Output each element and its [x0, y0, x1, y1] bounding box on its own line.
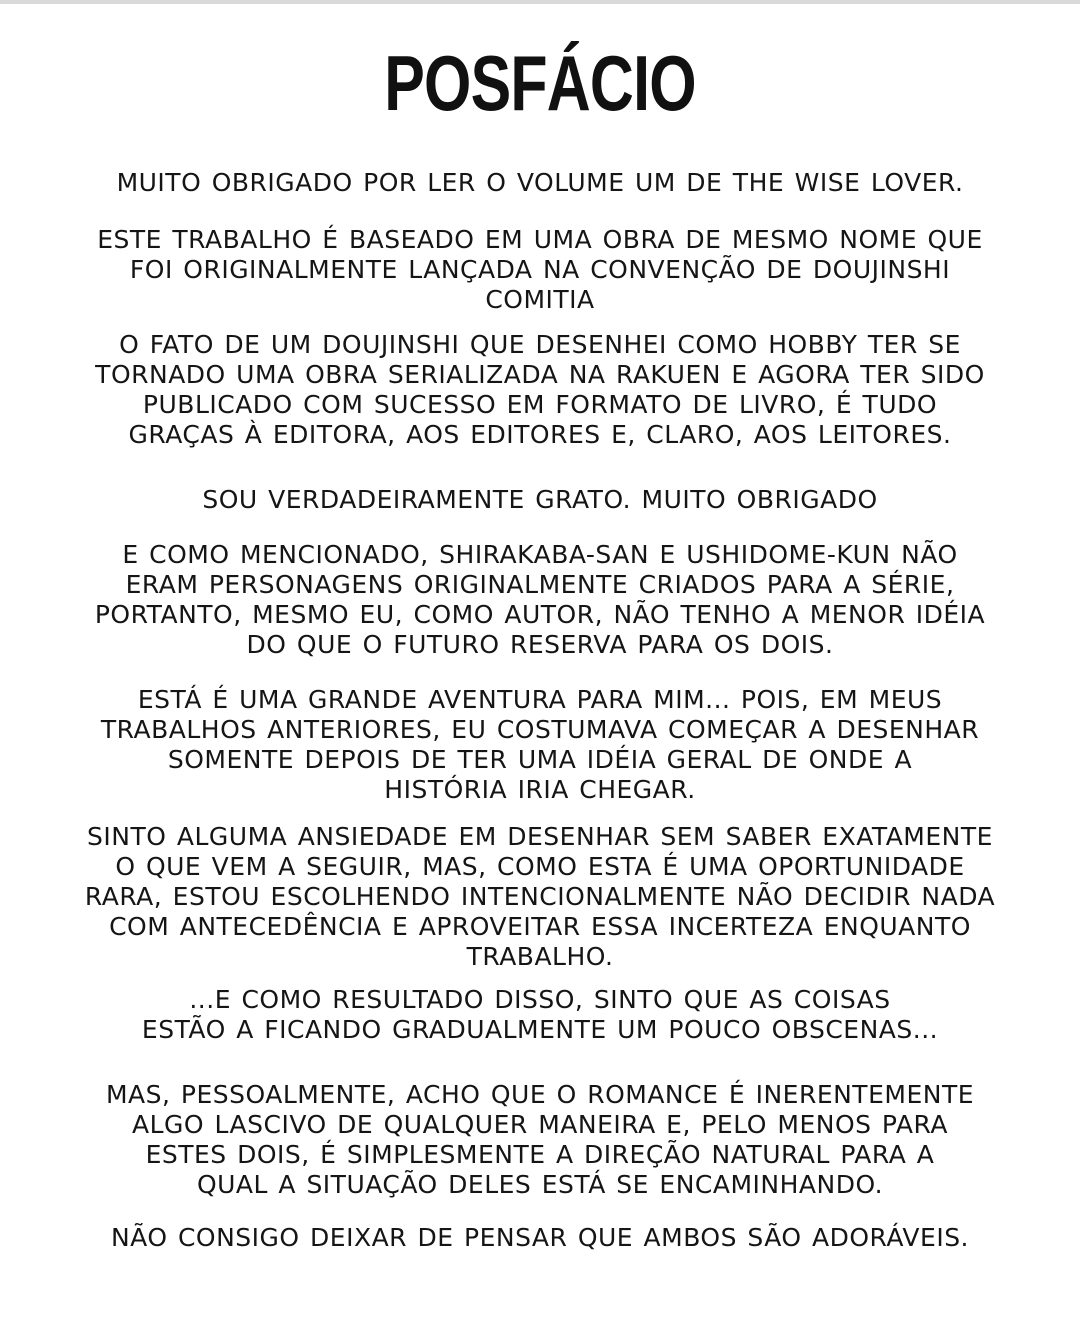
paragraph-line: ESTE TRABALHO É BASEADO EM UMA OBRA DE MESMO NOME QUE: [97, 225, 983, 254]
paragraph-thanks: [40, 168, 1040, 198]
paragraph-line: MAS, PESSOALMENTE, ACHO QUE O ROMANCE É INERENTEMENTE: [105, 1080, 975, 1109]
paragraph-line: TRABALHO.: [466, 942, 614, 971]
paragraph-line: FOI ORIGINALMENTE LANÇADA NA CONVENÇÃO DE DOUJINSHI: [129, 255, 951, 284]
paragraph-line: MUITO OBRIGADO POR LER O VOLUME UM DE THE WISE LOVER.: [116, 168, 964, 197]
paragraph-line: TORNADO UMA OBRA SERIALIZADA NA RAKUEN E AGORA TER SIDO: [95, 360, 985, 389]
paragraph-serialization: [40, 330, 1040, 450]
paragraph-line: SINTO ALGUMA ANSIEDADE EM DESENHAR SEM SABER EXATAMENTE: [87, 822, 993, 851]
paragraph-characters: [40, 540, 1040, 660]
paragraph-origin: [40, 225, 1040, 315]
top-border-line: [0, 0, 1080, 4]
paragraph-result: [40, 985, 1040, 1045]
paragraph-line: RARA, ESTOU ESCOLHENDO INTENCIONALMENTE NÃO DECIDIR NADA: [84, 882, 996, 911]
paragraph-romance: [40, 1080, 1040, 1200]
paragraph-adventure: [40, 685, 1040, 805]
paragraph-line: DO QUE O FUTURO RESERVA PARA OS DOIS.: [246, 630, 834, 659]
paragraph-line: COM ANTECEDÊNCIA E APROVEITAR ESSA INCERTEZA ENQUANTO: [109, 912, 971, 941]
paragraph-line: ESTÃO A FICANDO GRADUALMENTE UM POUCO OBSCENAS...: [141, 1015, 939, 1044]
paragraph-line: O QUE VEM A SEGUIR, MAS, COMO ESTA É UMA OPORTUNIDADE: [115, 852, 965, 881]
paragraph-anxiety: [40, 822, 1040, 972]
paragraph-line: NÃO CONSIGO DEIXAR DE PENSAR QUE AMBOS SÃO ADORÁVEIS.: [110, 1223, 970, 1252]
paragraph-line: HISTÓRIA IRIA CHEGAR.: [384, 775, 696, 804]
paragraph-line: PUBLICADO COM SUCESSO EM FORMATO DE LIVRO, É TUDO: [142, 390, 938, 419]
paragraph-line: ...E COMO RESULTADO DISSO, SINTO QUE AS COISAS: [189, 985, 891, 1014]
paragraph-line: O FATO DE UM DOUJINSHI QUE DESENHEI COMO HOBBY TER SE: [119, 330, 961, 359]
paragraph-line: PORTANTO, MESMO EU, COMO AUTOR, NÃO TENHO A MENOR IDÉIA: [94, 600, 986, 629]
paragraph-grateful: [40, 485, 1040, 515]
paragraph-line: SOMENTE DEPOIS DE TER UMA IDÉIA GERAL DE ONDE A: [167, 745, 913, 774]
paragraph-line: E COMO MENCIONADO, SHIRAKABA-SAN E USHIDOME-KUN NÃO: [122, 540, 958, 569]
paragraph-line: GRAÇAS À EDITORA, AOS EDITORES E, CLARO, AOS LEITORES.: [128, 420, 952, 449]
paragraph-line: ERAM PERSONAGENS ORIGINALMENTE CRIADOS PARA A SÉRIE,: [125, 570, 955, 599]
paragraph-line: QUAL A SITUAÇÃO DELES ESTÁ SE ENCAMINHANDO.: [196, 1170, 884, 1199]
paragraph-line: ESTÁ É UMA GRANDE AVENTURA PARA MIM... POIS, EM MEUS: [137, 685, 943, 714]
paragraph-line: ALGO LASCIVO DE QUALQUER MANEIRA E, PELO MENOS PARA: [132, 1110, 948, 1139]
paragraph-line: ESTES DOIS, É SIMPLESMENTE A DIREÇÃO NATURAL PARA A: [145, 1140, 935, 1169]
paragraph-line: COMITIA: [485, 285, 595, 314]
paragraph-adorable: [40, 1223, 1040, 1253]
paragraph-line: TRABALHOS ANTERIORES, EU COSTUMAVA COMEÇAR A DESENHAR: [100, 715, 980, 744]
page-title: POSFÁCIO: [384, 39, 696, 127]
paragraph-line: SOU VERDADEIRAMENTE GRATO. MUITO OBRIGADO: [202, 485, 878, 514]
